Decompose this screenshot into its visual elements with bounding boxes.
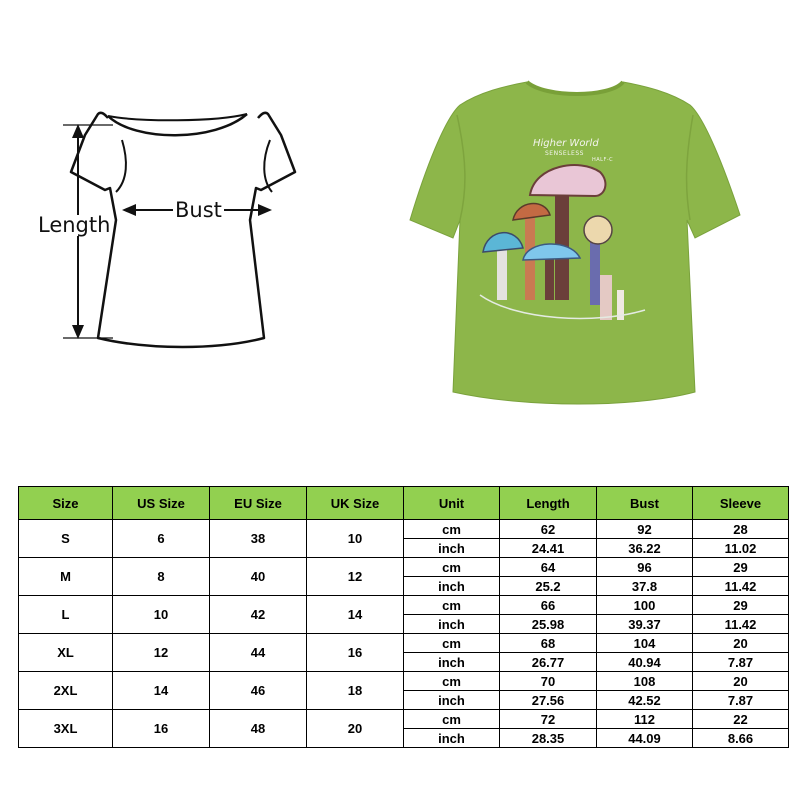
table-row: [19, 634, 789, 653]
us-size-cell: 14: [113, 672, 210, 710]
sleeve-cell: 11.42: [693, 615, 789, 634]
eu-size-cell: 48: [210, 710, 307, 748]
length-cell: 72: [500, 710, 597, 729]
bust-label: Bust: [175, 198, 222, 222]
size-cell: 3XL: [19, 710, 113, 748]
sleeve-cell: 20: [693, 672, 789, 691]
eu-size-cell: 46: [210, 672, 307, 710]
header-sleeve: Sleeve: [693, 487, 789, 520]
sleeve-cell: 11.02: [693, 539, 789, 558]
bust-cell: 39.37: [597, 615, 693, 634]
sleeve-cell: 29: [693, 596, 789, 615]
header-bust: Bust: [597, 487, 693, 520]
bust-cell: 112: [597, 710, 693, 729]
bust-cell: 42.52: [597, 691, 693, 710]
uk-size-cell: 10: [307, 520, 404, 558]
green-tshirt: [405, 70, 750, 410]
unit-cell: inch: [404, 691, 500, 710]
unit-cell: cm: [404, 520, 500, 539]
eu-size-cell: 44: [210, 634, 307, 672]
sleeve-cell: 7.87: [693, 691, 789, 710]
uk-size-cell: 14: [307, 596, 404, 634]
uk-size-cell: 20: [307, 710, 404, 748]
sleeve-cell: 11.42: [693, 577, 789, 596]
bust-cell: 44.09: [597, 729, 693, 748]
unit-cell: inch: [404, 729, 500, 748]
us-size-cell: 6: [113, 520, 210, 558]
header-unit: Unit: [404, 487, 500, 520]
header-row: [19, 487, 789, 520]
sleeve-cell: 22: [693, 710, 789, 729]
length-cell: 25.2: [500, 577, 597, 596]
length-cell: 64: [500, 558, 597, 577]
unit-cell: cm: [404, 634, 500, 653]
unit-cell: inch: [404, 653, 500, 672]
unit-cell: cm: [404, 672, 500, 691]
bust-cell: 104: [597, 634, 693, 653]
header-size: Size: [19, 487, 113, 520]
length-cell: 70: [500, 672, 597, 691]
size-chart-table: [18, 486, 789, 748]
length-cell: 25.98: [500, 615, 597, 634]
table-row: [19, 672, 789, 691]
print-line-2: SENSELESS: [545, 150, 584, 157]
length-cell: 24.41: [500, 539, 597, 558]
measurement-diagram: [0, 100, 300, 360]
bust-cell: 40.94: [597, 653, 693, 672]
unit-cell: cm: [404, 596, 500, 615]
product-image: [405, 70, 750, 410]
us-size-cell: 12: [113, 634, 210, 672]
uk-size-cell: 16: [307, 634, 404, 672]
header-length: Length: [500, 487, 597, 520]
unit-cell: inch: [404, 615, 500, 634]
print-line-3: HALF-C: [592, 157, 614, 163]
bust-cell: 100: [597, 596, 693, 615]
table-row: [19, 710, 789, 729]
length-cell: 27.56: [500, 691, 597, 710]
us-size-cell: 8: [113, 558, 210, 596]
length-cell: 62: [500, 520, 597, 539]
uk-size-cell: 18: [307, 672, 404, 710]
bust-cell: 96: [597, 558, 693, 577]
size-cell: L: [19, 596, 113, 634]
length-cell: 26.77: [500, 653, 597, 672]
sleeve-cell: 28: [693, 520, 789, 539]
bust-cell: 108: [597, 672, 693, 691]
sleeve-cell: 20: [693, 634, 789, 653]
size-cell: 2XL: [19, 672, 113, 710]
header-us-size: US Size: [113, 487, 210, 520]
us-size-cell: 10: [113, 596, 210, 634]
size-cell: S: [19, 520, 113, 558]
table-row: [19, 558, 789, 577]
header-uk-size: UK Size: [307, 487, 404, 520]
uk-size-cell: 12: [307, 558, 404, 596]
bust-cell: 37.8: [597, 577, 693, 596]
print-line-1: Higher World: [533, 138, 599, 149]
sleeve-cell: 8.66: [693, 729, 789, 748]
length-cell: 28.35: [500, 729, 597, 748]
eu-size-cell: 40: [210, 558, 307, 596]
size-cell: M: [19, 558, 113, 596]
table-row: [19, 596, 789, 615]
header-eu-size: EU Size: [210, 487, 307, 520]
unit-cell: cm: [404, 558, 500, 577]
eu-size-cell: 42: [210, 596, 307, 634]
length-cell: 68: [500, 634, 597, 653]
us-size-cell: 16: [113, 710, 210, 748]
length-label: Length: [38, 213, 111, 237]
bust-cell: 36.22: [597, 539, 693, 558]
length-cell: 66: [500, 596, 597, 615]
table-row: [19, 520, 789, 539]
sleeve-cell: 7.87: [693, 653, 789, 672]
unit-cell: cm: [404, 710, 500, 729]
sleeve-cell: 29: [693, 558, 789, 577]
bust-cell: 92: [597, 520, 693, 539]
unit-cell: inch: [404, 539, 500, 558]
size-cell: XL: [19, 634, 113, 672]
unit-cell: inch: [404, 577, 500, 596]
eu-size-cell: 38: [210, 520, 307, 558]
